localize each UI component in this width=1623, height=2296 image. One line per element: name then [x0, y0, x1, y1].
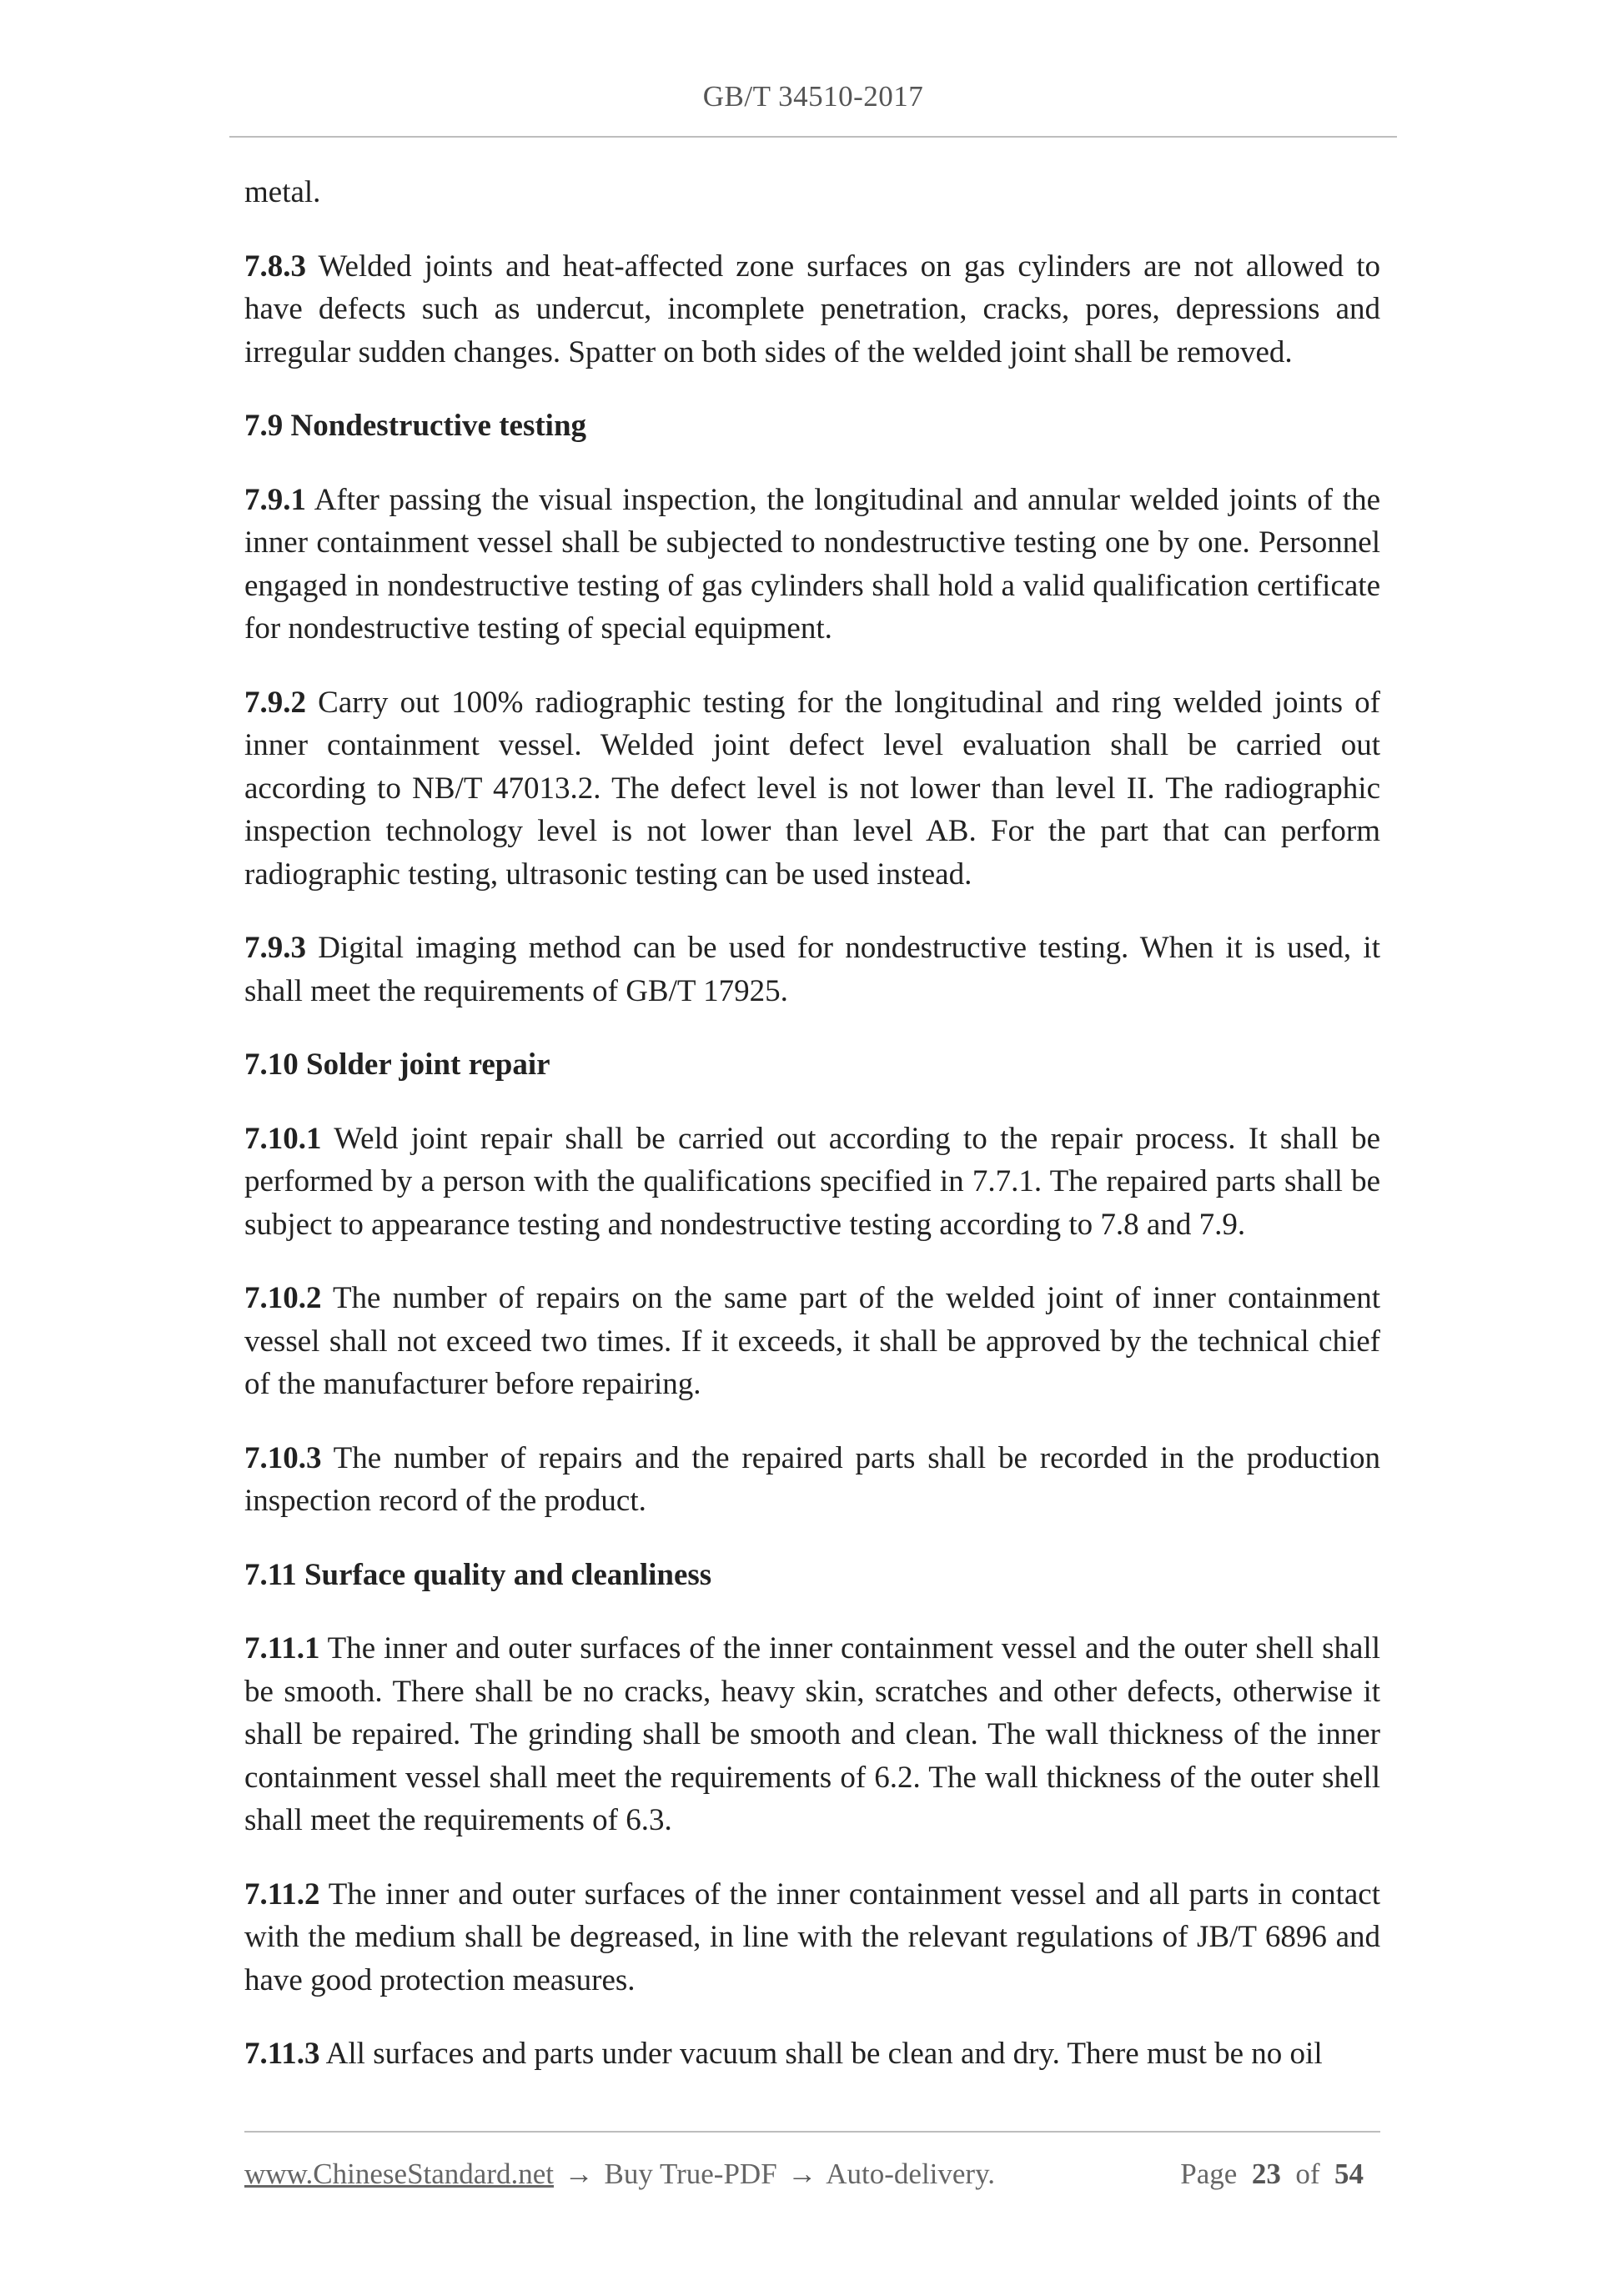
clause-number: 7.10.1 — [244, 1121, 322, 1156]
of-label: of — [1295, 2158, 1320, 2190]
clause-text: The number of repairs on the same part of the welded joint of inner containment vessel shall not exceed two times. If it exceeds, it shall be approved by the technical chief of the manufacturer before repairing. — [244, 1281, 1380, 1401]
header-divider — [229, 136, 1397, 138]
clause-text: Carry out 100% radiographic testing for the longitudinal and ring welded joints of inner containment vessel. Welded joint defect level evaluation shall be carried out according to NB/T 47013.2. The defect level is not lower than level II. The radiographic inspection technology level is not lower than level AB. For the part that can perform radiographic testing, ultrasonic testing can be used instead. — [244, 685, 1380, 892]
page-label: Page — [1180, 2158, 1238, 2190]
clause-text: After passing the visual inspection, the longitudinal and annular welded joints of the inner containment vessel shall be subjected to nondestructive testing one by one. Personnel engaged in nondestructive testing of gas cylinders shall hold a valid qualification certificate for nondestructive testing of special equipment. — [244, 482, 1380, 646]
clause-7-9-1 — [244, 479, 1380, 651]
clause-7-8-3 — [244, 245, 1380, 374]
website-link[interactable]: www.ChineseStandard.net — [244, 2158, 554, 2190]
clause-7-11-2 — [244, 1873, 1380, 2002]
footer-divider — [244, 2131, 1380, 2133]
clause-text: The inner and outer surfaces of the inner containment vessel and the outer shell shall be smooth. There shall be no cracks, heavy skin, scratches and other defects, otherwise it shall be repaired. The grinding shall be smooth and clean. The wall thickness of the inner containment vessel shall meet the requirements of 6.2. The wall thickness of the outer shell shall meet the requirements of 6.3. — [244, 1631, 1380, 1837]
clause-text: All surfaces and parts under vacuum shall be clean and dry. There must be no oil — [319, 2037, 1323, 2071]
clause-text: Weld joint repair shall be carried out according to the repair process. It shall be performed by a person with the qualifications specified in 7.7.1. The repaired parts shall be subject to appearance testing and nondestructive testing according to 7.8 and 7.9. — [244, 1121, 1380, 1242]
clause-7-10-2 — [244, 1277, 1380, 1406]
total-pages-number: 54 — [1334, 2158, 1364, 2190]
clause-number: 7.11.3 — [244, 2037, 320, 2071]
clause-7-10-3 — [244, 1437, 1380, 1523]
page-indicator — [1180, 2153, 1364, 2195]
clause-text: The inner and outer surfaces of the inner containment vessel and all parts in contact with the medium shall be degreased, in line with the relevant regulations of JB/T 6896 and have good protection measures. — [244, 1876, 1380, 1997]
clause-7-11-1 — [244, 1627, 1380, 1842]
clause-number: 7.10.2 — [244, 1281, 322, 1315]
clause-7-10-1 — [244, 1118, 1380, 1247]
clause-number: 7.9.3 — [244, 931, 306, 965]
buy-pdf-text: Buy True-PDF — [604, 2158, 777, 2190]
clause-number: 7.8.3 — [244, 249, 306, 284]
running-header: GB/T 34510-2017 — [702, 80, 924, 113]
clause-number: 7.9.1 — [244, 482, 306, 517]
arrow-right-icon: → — [564, 2158, 594, 2190]
clause-number: 7.9.2 — [244, 685, 306, 720]
clause-number: 7.11.2 — [244, 1876, 320, 1912]
section-heading-7-11: 7.11 Surface quality and cleanliness — [244, 1557, 712, 1592]
clause-number: 7.11.1 — [244, 1631, 320, 1665]
page-footer — [244, 2153, 1380, 2195]
clause-text: The number of repairs and the repaired parts shall be recorded in the production inspection record of the product. — [244, 1440, 1380, 1518]
clause-text: Digital imaging method can be used for nondestructive testing. When it is used, it shall meet the requirements of GB/T 17925. — [244, 931, 1380, 1008]
clause-7-9-3 — [244, 927, 1380, 1012]
paragraph-continuation: metal. — [244, 175, 321, 209]
section-heading-7-9: 7.9 Nondestructive testing — [244, 409, 587, 443]
current-page-number: 23 — [1251, 2158, 1281, 2190]
clause-7-9-2 — [244, 681, 1380, 897]
clause-number: 7.10.3 — [244, 1440, 322, 1475]
document-body — [244, 171, 1380, 2107]
clause-text: Welded joints and heat-affected zone surfaces on gas cylinders are not allowed to have defects such as undercut, incomplete penetration, cracks, pores, depressions and irregular sudden changes. Spatter on both sides of the welded joint shall be removed. — [244, 249, 1380, 369]
clause-7-11-3 — [244, 2032, 1380, 2076]
footer-links — [244, 2153, 995, 2195]
arrow-right-icon: → — [787, 2158, 817, 2190]
auto-delivery-text: Auto-delivery. — [826, 2158, 996, 2190]
section-heading-7-10: 7.10 Solder joint repair — [244, 1048, 550, 1082]
